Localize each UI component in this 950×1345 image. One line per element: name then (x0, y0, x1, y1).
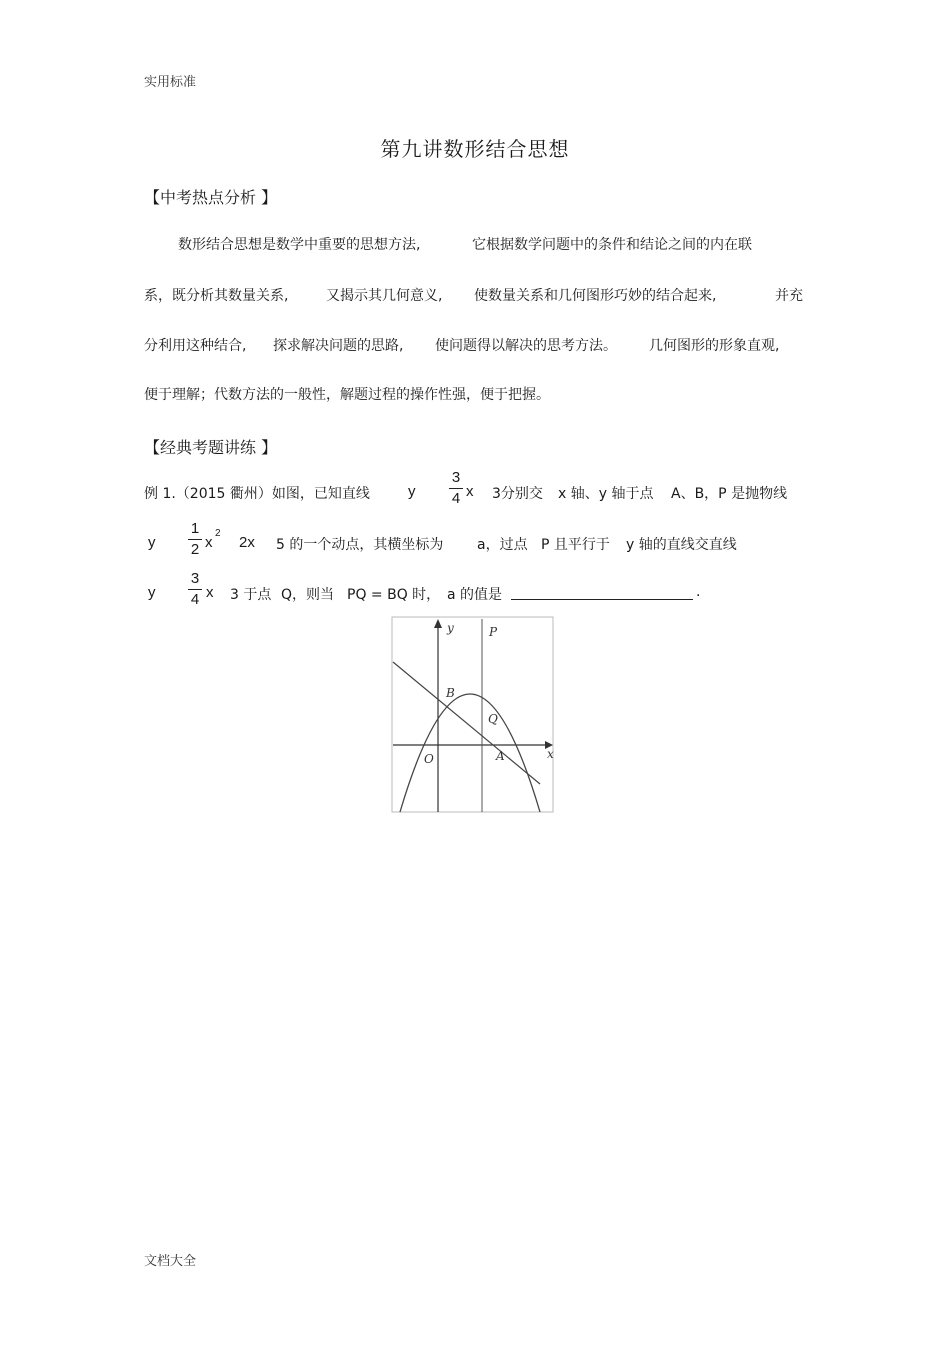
y-axis-label: y (447, 621, 454, 635)
fraction-bar (449, 488, 463, 489)
example-text: y 轴的直线交直线 (626, 537, 737, 553)
para-line: 系，既分析其数量关系, (144, 288, 289, 304)
para-line: 并充 (775, 288, 803, 304)
example-text: PQ = BQ 时， (347, 587, 441, 603)
math-var: y (408, 483, 416, 500)
page-title: 第九讲数形结合思想 (380, 137, 570, 161)
answer-blank (511, 599, 693, 600)
fraction (449, 469, 463, 508)
para-line: 探求解决问题的思路, (273, 338, 404, 354)
math-exponent: 2 (215, 528, 221, 539)
example-text: a 的值是 (447, 587, 503, 603)
example-text: 例 1.（2015 衢州）如图，已知直线 (144, 486, 370, 502)
para-line: 它根据数学问题中的条件和结论之间的内在联 (472, 237, 752, 253)
section-heading-analysis: 【中考热点分析 】 (144, 188, 278, 207)
para-line: 又揭示其几何意义, (326, 288, 443, 304)
point-a-label: A (496, 749, 505, 763)
example-text: A、B，P 是抛物线 (671, 486, 788, 502)
para-line: 数形结合思想是数学中重要的思想方法, (178, 237, 421, 253)
fraction-numerator: 1 (190, 520, 200, 537)
fraction-bar (188, 589, 202, 590)
example-text: x 轴、y 轴于点 (558, 486, 654, 502)
para-line: 便于理解；代数方法的一般性，解题过程的操作性强，便于把握。 (144, 387, 550, 403)
y-axis-arrow (434, 619, 442, 628)
point-p-label: P (489, 625, 498, 639)
parabola (400, 694, 540, 812)
fraction-bar (188, 539, 202, 540)
example-text: . (696, 584, 701, 600)
fraction-numerator: 3 (451, 469, 461, 486)
fraction (188, 570, 202, 609)
para-line: 使数量关系和几何图形巧妙的结合起来, (474, 288, 717, 304)
example-text: P 且平行于 (541, 537, 610, 553)
para-line: 几何图形的形象直观, (649, 338, 780, 354)
page-header: 实用标准 (144, 75, 197, 90)
example-text: Q，则当 (281, 587, 335, 603)
math-var: y (148, 534, 156, 551)
figure-frame (392, 617, 553, 812)
fraction-numerator: 3 (190, 570, 200, 587)
origin-label: O (424, 752, 434, 766)
point-q-label: Q (488, 712, 498, 726)
para-line: 使问题得以解决的思考方法。 (435, 338, 617, 354)
example-text: 3分别交 (492, 486, 543, 502)
example-text: 3 于点 (230, 587, 272, 603)
fraction-denominator: 2 (190, 541, 200, 558)
page-footer: 文档大全 (144, 1254, 197, 1269)
math-term: 2x (239, 534, 255, 551)
example-text: 5 的一个动点，其横坐标为 (276, 537, 444, 553)
math-var: x (205, 534, 213, 551)
x-axis-label: x (547, 747, 554, 761)
section-heading-practice: 【经典考题讲练 】 (144, 438, 278, 457)
para-line: 分利用这种结合, (144, 338, 247, 354)
math-var: x (206, 584, 214, 601)
example-figure (390, 616, 556, 814)
fraction-denominator: 4 (190, 591, 200, 608)
point-b-label: B (446, 686, 455, 700)
fraction-denominator: 4 (451, 490, 461, 507)
example-text: a，过点 (477, 537, 528, 553)
fraction (188, 520, 202, 559)
math-var: y (148, 584, 156, 601)
math-var: x (466, 483, 474, 500)
